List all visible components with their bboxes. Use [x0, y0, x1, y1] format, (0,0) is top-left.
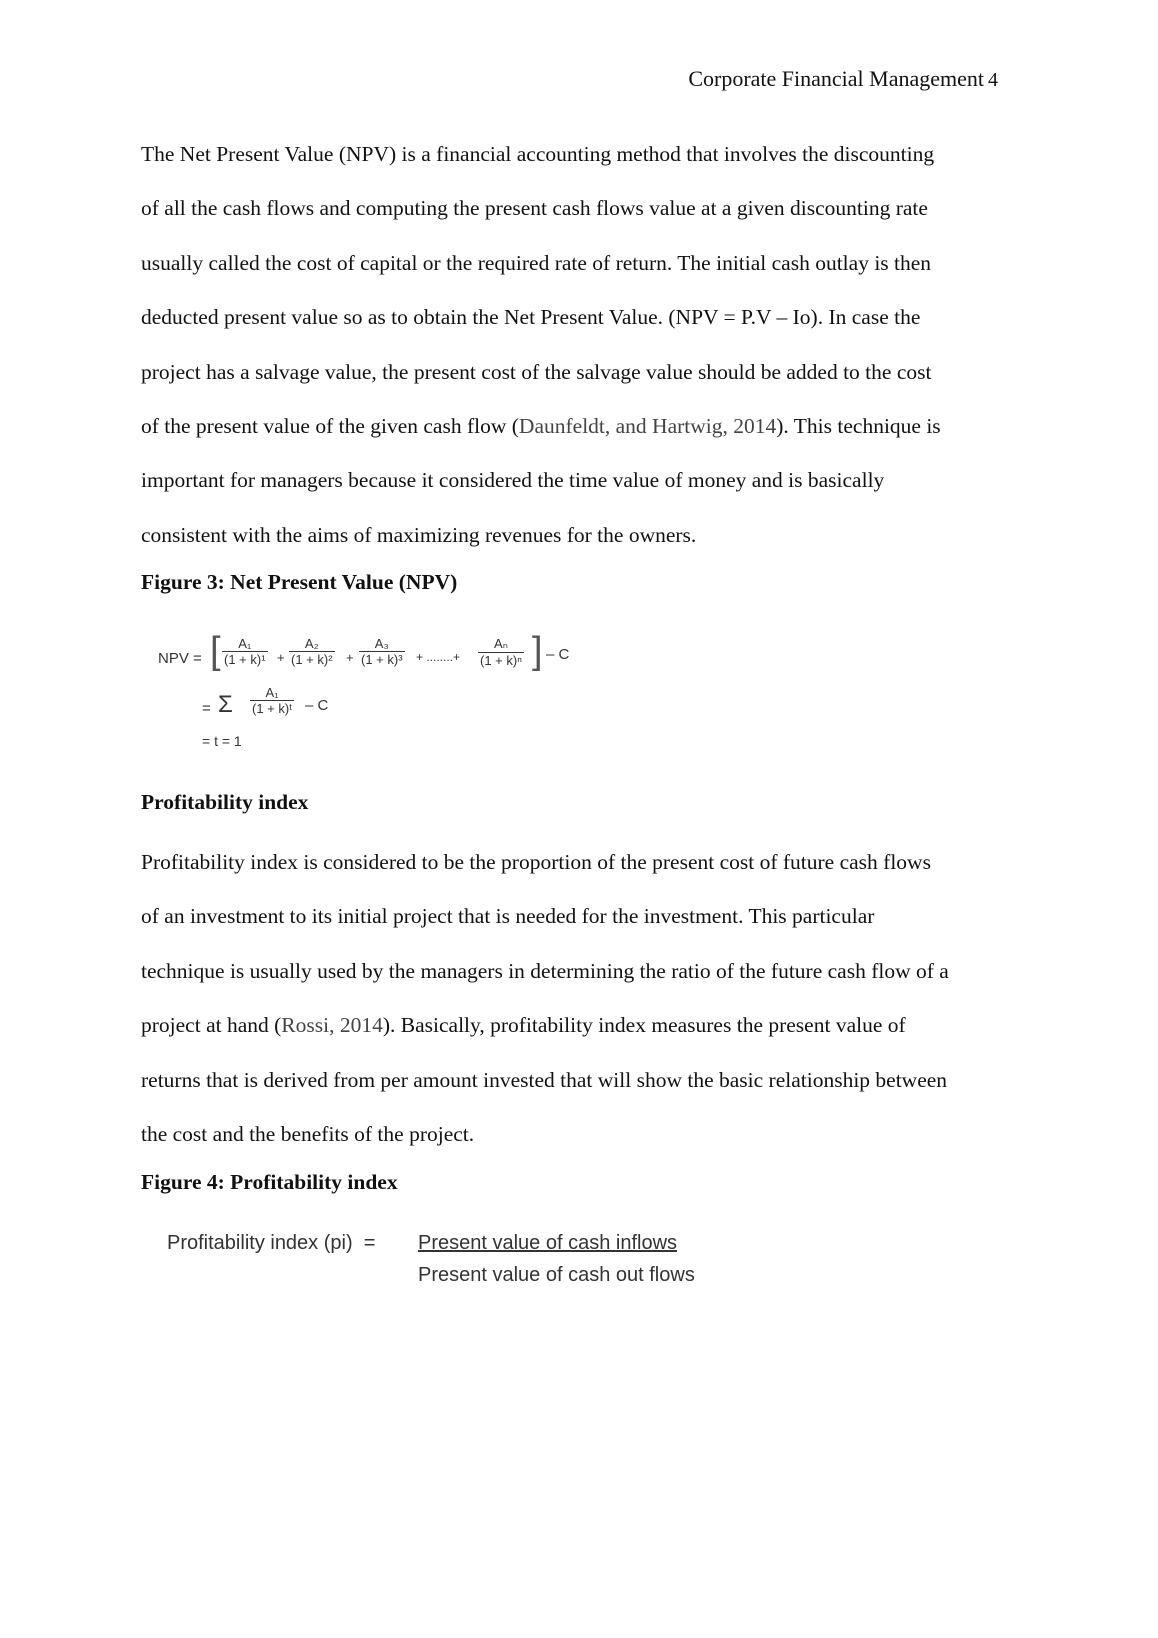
- sum-term: [250, 685, 294, 716]
- figure4-caption: Figure 4: Profitability index: [141, 1170, 398, 1194]
- left-bracket: [: [210, 630, 221, 672]
- paragraph-line: consistent with the aims of maximizing revenues for the owners.: [141, 522, 697, 547]
- paragraph-line: the cost and the benefits of the project.: [141, 1122, 475, 1147]
- line-text: ). Basically, profitability index measures the present value of: [382, 1013, 906, 1038]
- pi-label: Profitability index (pi) =: [167, 1232, 376, 1254]
- term-denominator: (1 + k)ᵗ: [252, 701, 293, 716]
- ellipsis: + ........+: [416, 650, 461, 664]
- pi-heading: Profitability index: [141, 790, 309, 814]
- running-header: [688, 66, 998, 92]
- line-text: project at hand (: [141, 1013, 282, 1038]
- paragraph-line: returns that is derived from per amount invested that will show the basic relationship between: [141, 1067, 948, 1092]
- term-numerator: A₁: [222, 636, 268, 652]
- term-denominator: (1 + k)ⁿ: [480, 653, 522, 668]
- paragraph-line: [141, 399, 1041, 453]
- figure3-caption: Figure 3: Net Present Value (NPV): [141, 570, 458, 594]
- npv-term-1: [222, 636, 268, 667]
- npv-term-2: [289, 636, 335, 667]
- term-denominator: (1 + k)²: [291, 652, 333, 667]
- term-denominator: (1 + k)³: [361, 652, 403, 667]
- pi-paragraph: [141, 835, 1041, 1161]
- npv-paragraph: [141, 127, 1041, 562]
- plus-sign: +: [346, 650, 354, 665]
- npv-label: NPV =: [158, 650, 202, 667]
- paragraph-line: usually called the cost of capital or the required rate of return. The initial cash outlay is then: [141, 250, 932, 275]
- paragraph-line: technique is usually used by the managers in determining the ratio of the future cash flow of a: [141, 958, 949, 983]
- pi-denominator: Present value of cash out flows: [418, 1264, 695, 1286]
- citation-daunfeldt: Daunfeldt, and Hartwig, 2014: [518, 414, 777, 439]
- sum-minus-c: – C: [305, 697, 329, 714]
- pi-numerator: Present value of cash inflows: [418, 1232, 678, 1254]
- minus-c: – C: [546, 646, 570, 663]
- right-bracket: ]: [532, 630, 543, 672]
- term-numerator: A₃: [359, 636, 405, 652]
- npv-equation-figure: [158, 628, 598, 758]
- sigma-symbol: Σ: [218, 691, 233, 718]
- line-text: ). This technique is: [776, 414, 941, 439]
- paragraph-line: of all the cash flows and computing the present cash flows value at a given discounting rate: [141, 196, 928, 221]
- npv-term-3: [359, 636, 405, 667]
- paragraph-line: Profitability index is considered to be the proportion of the present cost of future cash flows: [141, 850, 931, 874]
- term-numerator: A₂: [289, 636, 335, 652]
- page-number: 4: [988, 69, 998, 91]
- paragraph-line: [141, 998, 1041, 1052]
- sum-limit: = t = 1: [202, 733, 242, 749]
- paragraph-line: deducted present value so as to obtain the Net Present Value. (NPV = P.V – Io). In case the: [141, 305, 921, 330]
- paragraph-line: important for managers because it considered the time value of money and is basically: [141, 468, 885, 493]
- paragraph-line: of an investment to its initial project that is needed for the investment. This particular: [141, 904, 875, 929]
- line-text: of the present value of the given cash flow (: [141, 414, 519, 439]
- plus-sign: +: [277, 650, 285, 665]
- paragraph-line: project has a salvage value, the present cost of the salvage value should be added to the cost: [141, 359, 932, 384]
- npv-term-n: [478, 636, 524, 668]
- citation-rossi: Rossi, 2014: [281, 1013, 383, 1038]
- term-numerator: Aₙ: [478, 636, 524, 653]
- term-denominator: (1 + k)¹: [224, 652, 266, 667]
- sum-equals: =: [202, 700, 211, 717]
- term-numerator: A₁: [250, 685, 294, 701]
- paragraph-line: The Net Present Value (NPV) is a financial accounting method that involves the discounting: [141, 142, 935, 166]
- header-title: Corporate Financial Management: [688, 66, 984, 91]
